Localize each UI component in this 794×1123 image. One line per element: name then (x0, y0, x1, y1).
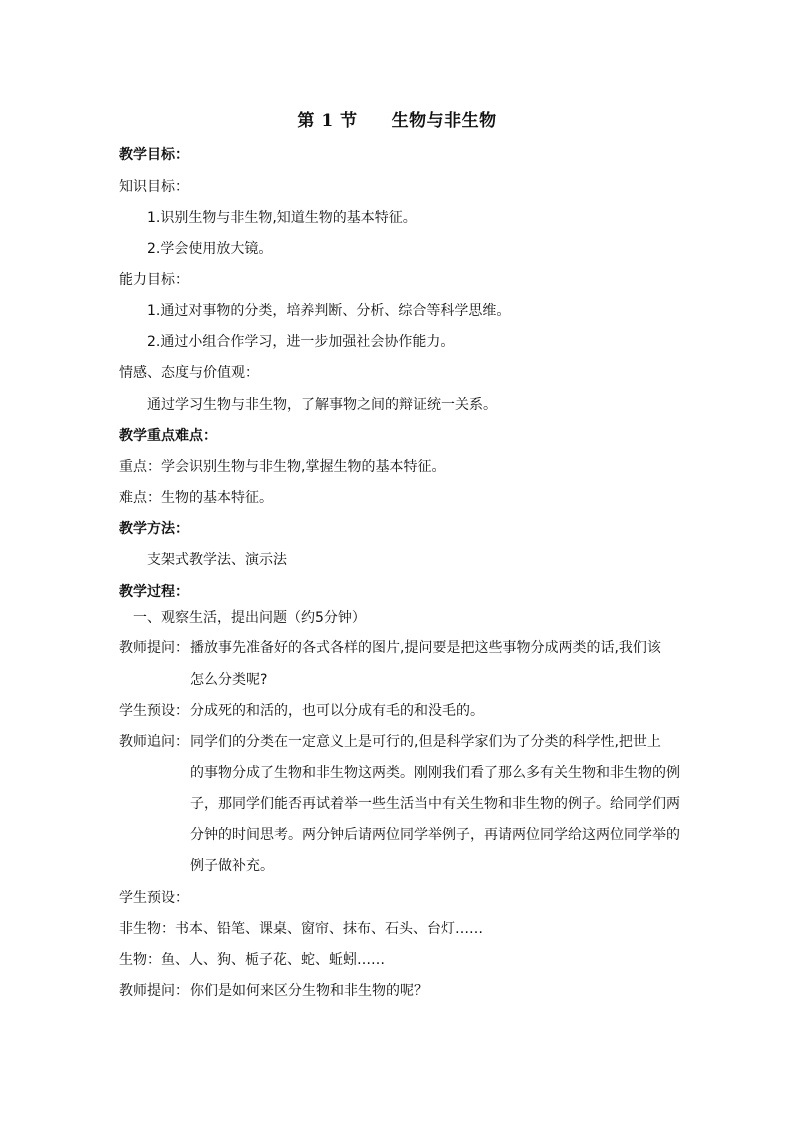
dialogue-line: 分钟的时间思考。两分钟后请两位同学举例子，再请两位同学给这两位同学举的 (190, 827, 680, 843)
dialogue-label: 教师追问： (119, 734, 189, 750)
ability-label: 能力目标： (119, 272, 189, 288)
heading-key-points: 教学重点难点： (119, 428, 217, 444)
section-number: 第 1 节 (297, 111, 358, 131)
heading-objectives: 教学目标： (119, 147, 189, 163)
student-response-2-label: 学生预设： (119, 890, 189, 906)
dialogue-label: 教师提问： (119, 640, 189, 656)
knowledge-label: 知识目标： (119, 179, 189, 195)
dialogue-line: 怎么分类呢? (190, 672, 268, 688)
knowledge-item: 2.学会使用放大镜。 (147, 241, 273, 257)
dialogue-line: 例子做补充。 (190, 858, 274, 874)
heading-process: 教学过程： (119, 584, 189, 600)
heading-methods: 教学方法： (119, 521, 189, 537)
attitude-text: 通过学习生物与非生物，了解事物之间的辩证统一关系。 (147, 397, 497, 413)
step-one-heading: 一、观察生活，提出问题（约5分钟） (133, 610, 366, 626)
dialogue-line: 的事物分成了生物和非生物这两类。刚刚我们看了那么多有关生物和非生物的例 (190, 765, 680, 781)
ability-item: 2.通过小组合作学习，进一步加强社会协作能力。 (147, 334, 455, 350)
dialogue-label: 教师提问： (119, 983, 189, 999)
page-title (0, 106, 794, 131)
difficulty-text: 难点：生物的基本特征。 (119, 490, 273, 506)
dialogue-line: 你们是如何来区分生物和非生物的呢？ (190, 983, 428, 999)
living-examples: 生物：鱼、人、狗、栀子花、蛇、蚯蚓…… (119, 952, 385, 968)
dialogue-line: 分成死的和活的，也可以分成有毛的和没毛的。 (190, 703, 484, 719)
knowledge-item: 1.识别生物与非生物,知道生物的基本特征。 (147, 210, 417, 226)
ability-item: 1.通过对事物的分类，培养判断、分析、综合等科学思维。 (147, 303, 511, 319)
focus-text: 重点：学会识别生物与非生物,掌握生物的基本特征。 (119, 459, 446, 475)
section-topic: 生物与非生物 (391, 111, 497, 131)
attitude-label: 情感、态度与价值观： (119, 365, 259, 381)
nonliving-examples: 非生物：书本、铅笔、课桌、窗帘、抹布、石头、台灯…… (119, 921, 483, 937)
methods-text: 支架式教学法、演示法 (147, 552, 287, 568)
dialogue-label: 学生预设： (119, 703, 189, 719)
dialogue-line: 同学们的分类在一定意义上是可行的,但是科学家们为了分类的科学性,把世上 (190, 734, 661, 750)
dialogue-line: 子，那同学们能否再试着举一些生活当中有关生物和非生物的例子。给同学们两 (190, 796, 680, 812)
dialogue-line: 播放事先准备好的各式各样的图片,提问要是把这些事物分成两类的话,我们该 (190, 640, 661, 656)
